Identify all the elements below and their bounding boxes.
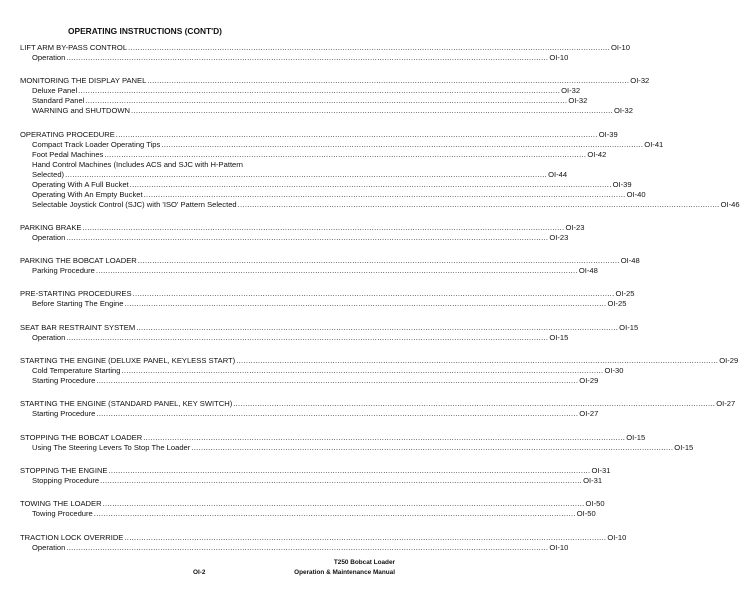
dot-leader: ........................................................................................................................................................................................................ xyxy=(65,169,548,179)
toc-entry[interactable] xyxy=(20,232,569,243)
toc-entry-title: Compact Track Loader Operating Tips xyxy=(32,139,161,149)
toc-heading-title: PARKING THE BOBCAT LOADER xyxy=(20,256,137,266)
toc-heading-page-number: OI-23 xyxy=(565,222,585,232)
toc-entry-page-number: OI-42 xyxy=(587,149,607,159)
dot-leader: ........................................................................................................................................................................................................ xyxy=(129,179,612,189)
toc-heading[interactable] xyxy=(20,532,627,543)
toc-entry-page-number: OI-27 xyxy=(579,409,599,419)
dot-leader: ........................................................................................................................................................................................................ xyxy=(93,509,576,519)
toc-section xyxy=(20,129,740,210)
dot-leader: ........................................................................................................................................................................................................ xyxy=(82,222,565,232)
toc-entry-page-number: OI-15 xyxy=(549,332,569,342)
toc-entry-title: Foot Pedal Machines xyxy=(32,149,104,159)
toc-section xyxy=(20,432,694,453)
toc-heading-title: PRE-STARTING PROCEDURES xyxy=(20,289,132,299)
toc-entry-title: Standard Panel xyxy=(32,96,85,106)
toc-entry-page-number: OI-32 xyxy=(568,96,588,106)
toc-entry-title: Cold Temperature Starting xyxy=(32,366,121,376)
toc-heading-page-number: OI-25 xyxy=(615,289,635,299)
toc-entry-title: Towing Procedure xyxy=(32,509,93,519)
toc-entry-title: Starting Procedure xyxy=(32,376,96,386)
toc-heading-page-number: OI-29 xyxy=(719,356,739,366)
toc-entry[interactable] xyxy=(20,53,569,63)
toc-entry-title: Operation xyxy=(32,232,66,242)
toc-entry[interactable] xyxy=(20,332,569,343)
dot-leader: ........................................................................................................................................................................................................ xyxy=(104,149,587,159)
toc-heading-title: LIFT ARM BY-PASS CONTROL xyxy=(20,43,128,52)
toc-heading-page-number: OI-39 xyxy=(598,129,618,139)
toc-heading[interactable] xyxy=(20,432,646,443)
toc-heading-title: STARTING THE ENGINE (DELUXE PANEL, KEYLESS START) xyxy=(20,356,236,366)
toc-heading[interactable] xyxy=(20,356,739,366)
toc-entry-title: Selected) xyxy=(32,169,65,179)
toc-heading[interactable] xyxy=(20,289,635,299)
footer-manual: Operation & Maintenance Manual xyxy=(294,569,395,576)
toc-heading[interactable] xyxy=(20,465,611,476)
toc-entry[interactable] xyxy=(20,139,664,150)
toc-entry-page-number: OI-32 xyxy=(614,106,633,116)
dot-leader: ........................................................................................................................................................................................................ xyxy=(233,399,716,409)
toc-entry-page-number: OI-50 xyxy=(576,509,596,519)
toc-entry-title: WARNING and SHUTDOWN xyxy=(32,106,131,116)
toc-heading-page-number: OI-15 xyxy=(619,322,639,332)
toc-heading-title: STOPPING THE BOBCAT LOADER xyxy=(20,432,143,442)
toc-section xyxy=(20,499,605,519)
dot-leader: ........................................................................................................................................................................................................ xyxy=(115,129,598,139)
toc-entry-page-number: OI-25 xyxy=(607,299,627,309)
dot-leader: ........................................................................................................................................................................................................ xyxy=(128,43,611,52)
toc-section xyxy=(20,76,650,116)
toc-section xyxy=(20,532,627,553)
dot-leader: ........................................................................................................................................................................................................ xyxy=(121,366,604,376)
toc-heading-title: PARKING BRAKE xyxy=(20,222,82,232)
toc-heading[interactable] xyxy=(20,399,736,409)
toc-entry-page-number: OI-46 xyxy=(720,199,740,209)
toc-entry[interactable] xyxy=(20,86,581,96)
toc-heading-title: OPERATING PROCEDURE xyxy=(20,129,115,139)
toc-entry-page-number: OI-30 xyxy=(604,366,624,376)
toc-heading-page-number: OI-31 xyxy=(591,465,611,475)
toc-entry-page-number: OI-41 xyxy=(644,139,664,149)
toc-heading-page-number: OI-32 xyxy=(630,76,650,86)
toc-entry[interactable] xyxy=(20,299,627,309)
dot-leader: ........................................................................................................................................................................................................ xyxy=(136,322,619,332)
toc-entry[interactable] xyxy=(20,149,607,160)
toc-entry-page-number: OI-44 xyxy=(548,169,568,179)
footer-page-number: OI-2 xyxy=(193,569,206,576)
toc-heading[interactable] xyxy=(20,76,650,86)
dot-leader: ........................................................................................................................................................................................................ xyxy=(191,442,674,452)
dot-leader: ........................................................................................................................................................................................................ xyxy=(236,356,719,366)
dot-leader: ........................................................................................................................................................................................................ xyxy=(143,432,626,442)
toc-heading-page-number: OI-10 xyxy=(611,43,631,52)
toc-heading-title: SEAT BAR RESTRAINT SYSTEM xyxy=(20,322,136,332)
toc-entry-page-number: OI-29 xyxy=(579,376,599,386)
dot-leader: ........................................................................................................................................................................................................ xyxy=(100,475,583,485)
toc-heading[interactable] xyxy=(20,322,639,333)
toc-heading-page-number: OI-50 xyxy=(585,499,605,509)
footer-model: T250 Bobcat Loader xyxy=(333,559,395,566)
toc-heading-title: STARTING THE ENGINE (STANDARD PANEL, KEY SWITCH) xyxy=(20,399,233,409)
dot-leader: ........................................................................................................................................................................................................ xyxy=(124,299,607,309)
toc-entry-page-number: OI-10 xyxy=(549,542,569,552)
toc-entry-page-number: OI-39 xyxy=(612,179,632,189)
toc-entry-title: Deluxe Panel xyxy=(32,86,78,96)
toc-entry-page-number: OI-10 xyxy=(549,53,569,62)
dot-leader: ........................................................................................................................................................................................................ xyxy=(132,289,615,299)
toc-heading-page-number: OI-10 xyxy=(607,532,627,542)
toc-entry[interactable] xyxy=(20,509,596,519)
toc-entry[interactable] xyxy=(20,189,646,200)
toc-section xyxy=(20,289,635,309)
toc-entry[interactable] xyxy=(20,376,599,386)
toc-heading[interactable] xyxy=(20,43,631,53)
toc-entry-title: Using The Steering Levers To Stop The Loader xyxy=(32,442,191,452)
toc-heading-title: TOWING THE LOADER xyxy=(20,499,102,509)
dot-leader: ........................................................................................................................................................................................................ xyxy=(131,106,613,116)
toc-section xyxy=(20,43,631,63)
toc-entry-page-number: OI-40 xyxy=(626,189,646,199)
dot-leader: ........................................................................................................................................................................................................ xyxy=(96,409,579,419)
toc-entry[interactable] xyxy=(20,542,569,553)
toc-section xyxy=(20,322,639,343)
toc-entry[interactable] xyxy=(20,199,740,210)
dot-leader: ........................................................................................................................................................................................................ xyxy=(147,76,630,86)
toc-entry[interactable] xyxy=(20,266,598,276)
toc-entry[interactable] xyxy=(20,106,633,116)
toc-heading-title: MONITORING THE DISPLAY PANEL xyxy=(20,76,147,86)
toc-entry[interactable] xyxy=(20,96,588,106)
dot-leader: ........................................................................................................................................................................................................ xyxy=(66,53,549,62)
toc-heading[interactable] xyxy=(20,499,605,509)
toc-heading-page-number: OI-48 xyxy=(620,256,640,266)
toc-entry-page-number: OI-15 xyxy=(674,442,694,452)
toc-entry-title: Operating With An Empty Bucket xyxy=(32,189,143,199)
toc-entry-page-number: OI-31 xyxy=(583,475,603,485)
dot-leader: ........................................................................................................................................................................................................ xyxy=(85,96,568,106)
toc-entry-title: Stopping Procedure xyxy=(32,475,100,485)
dot-leader: ........................................................................................................................................................................................................ xyxy=(137,256,620,266)
toc-entry-title: Operating With A Full Bucket xyxy=(32,179,129,189)
dot-leader: ........................................................................................................................................................................................................ xyxy=(161,139,644,149)
toc-entry[interactable] xyxy=(20,179,632,190)
toc-section xyxy=(20,399,736,419)
toc-heading[interactable] xyxy=(20,222,585,233)
dot-leader: ........................................................................................................................................................................................................ xyxy=(95,266,578,276)
toc-section xyxy=(20,222,585,243)
dot-leader: ........................................................................................................................................................................................................ xyxy=(124,532,607,542)
toc-entry[interactable] xyxy=(20,475,603,486)
toc-section xyxy=(20,256,640,276)
dot-leader: ........................................................................................................................................................................................................ xyxy=(108,465,591,475)
toc-entry-title: Operation xyxy=(32,542,66,552)
dot-leader: ........................................................................................................................................................................................................ xyxy=(143,189,626,199)
toc-entry-title: Before Starting The Engine xyxy=(32,299,124,309)
toc-heading[interactable] xyxy=(20,256,640,266)
toc-entry-title: Selectable Joystick Control (SJC) with 'ISO' Pattern Selected xyxy=(32,199,237,209)
toc-heading-page-number: OI-27 xyxy=(716,399,736,409)
toc-entry[interactable] xyxy=(20,442,694,453)
toc-section xyxy=(20,356,739,386)
toc-heading-title: TRACTION LOCK OVERRIDE xyxy=(20,532,124,542)
toc-heading-title: STOPPING THE ENGINE xyxy=(20,465,108,475)
dot-leader: ........................................................................................................................................................................................................ xyxy=(66,332,549,342)
dot-leader: ........................................................................................................................................................................................................ xyxy=(96,376,579,386)
dot-leader: ........................................................................................................................................................................................................ xyxy=(66,542,549,552)
page-title: OPERATING INSTRUCTIONS (CONT'D) xyxy=(68,26,222,36)
toc-entry-page-number: OI-23 xyxy=(549,232,569,242)
toc-entry[interactable] xyxy=(20,169,568,180)
toc-section xyxy=(20,465,611,486)
dot-leader: ........................................................................................................................................................................................................ xyxy=(78,86,561,96)
toc-heading[interactable] xyxy=(20,129,618,140)
toc-entry-page-number: OI-48 xyxy=(578,266,598,276)
dot-leader: ........................................................................................................................................................................................................ xyxy=(102,499,585,509)
toc-entry[interactable] xyxy=(20,409,599,419)
toc-entry-text-line: Hand Control Machines (Includes ACS and SJC with H-Pattern xyxy=(32,159,244,169)
toc-entry-title: Starting Procedure xyxy=(32,409,96,419)
toc-entry-title: Operation xyxy=(32,332,66,342)
toc-entry-page-number: OI-32 xyxy=(561,86,581,96)
toc-heading-page-number: OI-15 xyxy=(626,432,646,442)
toc-entry-title: Parking Procedure xyxy=(32,266,95,276)
toc-entry[interactable] xyxy=(20,366,624,376)
dot-leader: ........................................................................................................................................................................................................ xyxy=(237,199,720,209)
toc-entry-title: Operation xyxy=(32,53,66,62)
dot-leader: ........................................................................................................................................................................................................ xyxy=(66,232,549,242)
